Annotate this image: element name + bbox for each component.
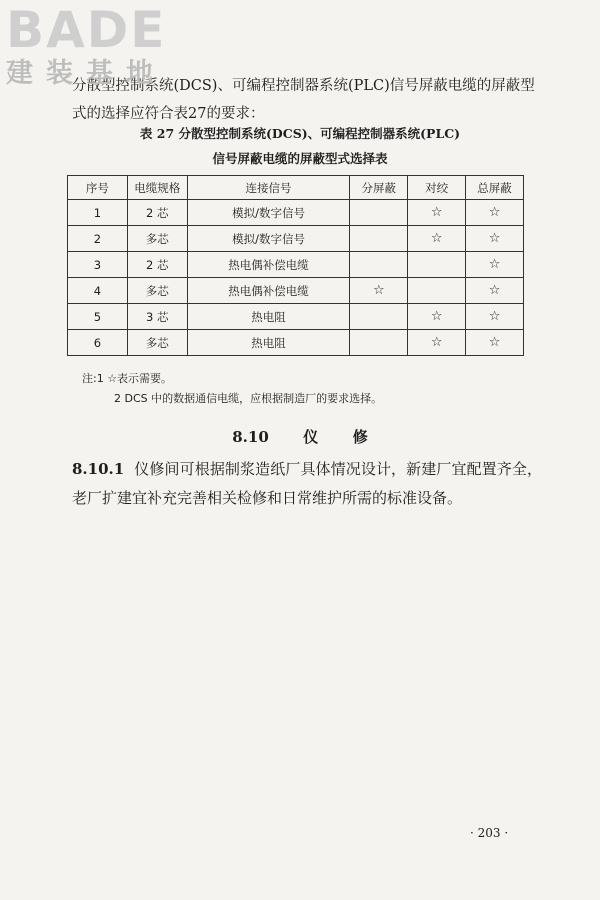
watermark-logo: BADE <box>6 1 167 59</box>
shield-type-table <box>67 175 524 356</box>
cell-split-shield <box>350 304 408 330</box>
header-split-shield: 分屏蔽 <box>350 176 408 200</box>
cell-seq: 2 <box>68 226 128 252</box>
table-row <box>68 226 524 252</box>
cell-split-shield <box>350 200 408 226</box>
cell-overall-shield: ☆ <box>466 278 524 304</box>
watermark <box>6 1 167 89</box>
table-row <box>68 200 524 226</box>
cell-twisted-pair <box>408 252 466 278</box>
table-row <box>68 304 524 330</box>
cell-seq: 3 <box>68 252 128 278</box>
page-number: · 203 · <box>470 826 509 840</box>
table-caption-line2: 信号屏蔽电缆的屏蔽型式选择表 <box>212 151 388 166</box>
cell-signal: 模拟/数字信号 <box>187 200 350 226</box>
cell-split-shield <box>350 252 408 278</box>
cell-twisted-pair: ☆ <box>408 330 466 356</box>
header-signal: 连接信号 <box>187 176 350 200</box>
cell-split-shield: ☆ <box>350 278 408 304</box>
note-2: 2 DCS 中的数据通信电缆，应根据制造厂的要求选择。 <box>114 392 383 405</box>
cell-twisted-pair: ☆ <box>408 200 466 226</box>
table-caption-line1: 表 27 分散型控制系统(DCS)、可编程控制器系统(PLC) <box>139 126 461 141</box>
cell-cable-spec: 多芯 <box>127 226 187 252</box>
cell-overall-shield: ☆ <box>466 252 524 278</box>
cell-split-shield <box>350 226 408 252</box>
cell-signal: 热电偶补偿电缆 <box>187 278 350 304</box>
header-cable-spec: 电缆规格 <box>127 176 187 200</box>
cell-overall-shield: ☆ <box>466 304 524 330</box>
header-seq: 序号 <box>68 176 128 200</box>
cell-signal: 热电阻 <box>187 330 350 356</box>
clause-number: 8.10.1 <box>72 460 125 478</box>
cell-signal: 热电阻 <box>187 304 350 330</box>
cell-cable-spec: 2 芯 <box>127 252 187 278</box>
cell-seq: 4 <box>68 278 128 304</box>
section-title-char2: 修 <box>352 428 368 446</box>
table-row <box>68 278 524 304</box>
cell-seq: 1 <box>68 200 128 226</box>
clause-8-10-1 <box>72 455 542 513</box>
header-twisted-pair: 对绞 <box>408 176 466 200</box>
watermark-subtitle: 建装基地 <box>6 58 166 89</box>
cell-twisted-pair <box>408 278 466 304</box>
table-header-row <box>68 176 524 200</box>
clause-text: 仪修间可根据制浆造纸厂具体情况设计，新建厂宜配置齐全，老厂扩建宜补充完善相关检修和日常维护所需的标准设备。 <box>72 460 542 507</box>
cell-cable-spec: 多芯 <box>127 278 187 304</box>
cell-cable-spec: 3 芯 <box>127 304 187 330</box>
cell-signal: 热电偶补偿电缆 <box>187 252 350 278</box>
section-title-char1: 仪 <box>303 428 319 446</box>
cell-signal: 模拟/数字信号 <box>187 226 350 252</box>
cell-twisted-pair: ☆ <box>408 226 466 252</box>
note-1: 注:1 ☆表示需要。 <box>82 372 173 385</box>
cell-seq: 5 <box>68 304 128 330</box>
cell-overall-shield: ☆ <box>466 330 524 356</box>
table-row <box>68 252 524 278</box>
cell-twisted-pair: ☆ <box>408 304 466 330</box>
section-number: 8.10 <box>232 428 269 446</box>
cell-cable-spec: 多芯 <box>127 330 187 356</box>
cell-overall-shield: ☆ <box>466 226 524 252</box>
table-notes <box>82 369 382 409</box>
cell-split-shield <box>350 330 408 356</box>
cell-seq: 6 <box>68 330 128 356</box>
header-overall-shield: 总屏蔽 <box>466 176 524 200</box>
cell-overall-shield: ☆ <box>466 200 524 226</box>
table-row <box>68 330 524 356</box>
intro-paragraph: 分散型控制系统(DCS)、可编程控制器系统(PLC)信号屏蔽电缆的屏蔽型式的选择应符合表27的要求： <box>72 78 535 122</box>
cell-cable-spec: 2 芯 <box>127 200 187 226</box>
section-heading <box>0 426 600 447</box>
